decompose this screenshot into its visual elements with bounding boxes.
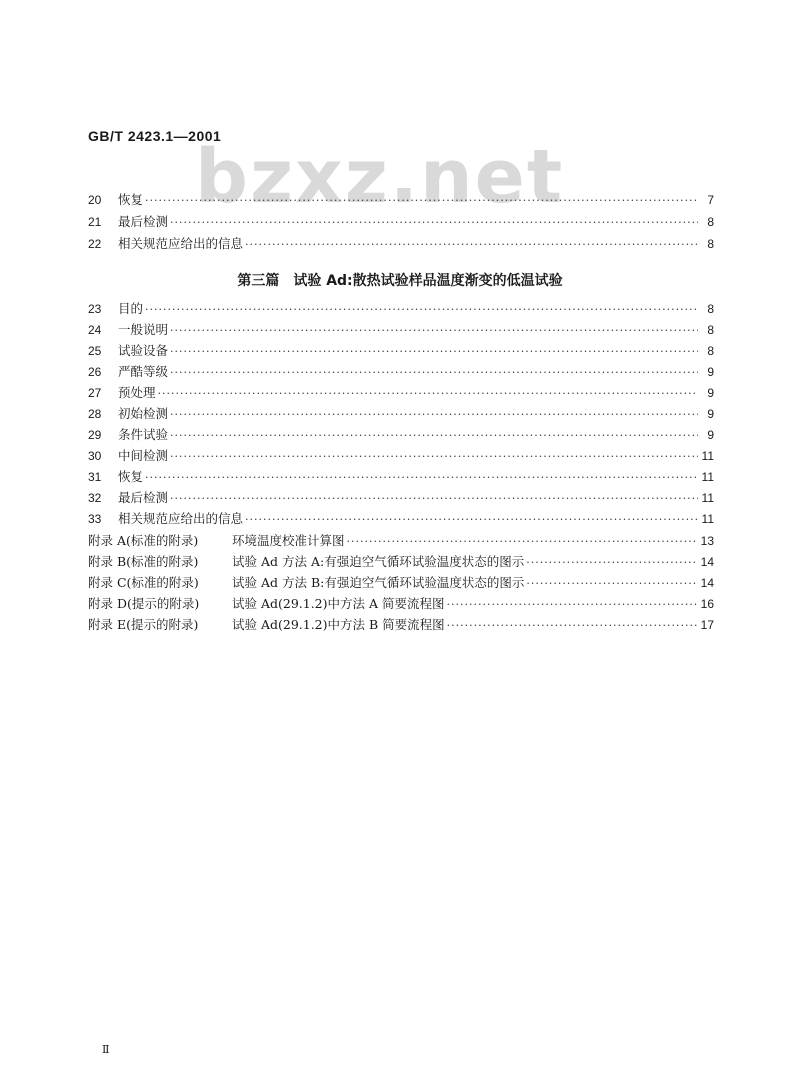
dot-leader [526, 556, 698, 569]
toc-entry [88, 341, 714, 361]
dot-leader [158, 387, 698, 400]
annex-entry [88, 573, 714, 593]
dot-leader [170, 324, 698, 337]
entry-page: 8 [707, 237, 714, 251]
footer-page-number: Ⅱ [102, 1043, 110, 1056]
watermark: bzxz.net [195, 134, 565, 220]
annex-label: 附录 B(标准的附录) [88, 554, 199, 569]
entry-page: 9 [707, 386, 714, 400]
entry-title: 恢复 [118, 192, 144, 207]
annex-title: 环境温度校准计算图 [232, 533, 345, 548]
entry-number: 29 [88, 428, 102, 442]
dot-leader [170, 450, 698, 463]
entry-number: 24 [88, 323, 102, 337]
annex-label: 附录 D(提示的附录) [88, 596, 200, 611]
entry-title: 相关规范应给出的信息 [118, 511, 244, 526]
entry-number: 23 [88, 302, 102, 316]
dot-leader [526, 577, 698, 590]
annex-page: 16 [700, 597, 714, 611]
entry-page: 8 [707, 323, 714, 337]
entry-page: 9 [707, 407, 714, 421]
toc-entry [88, 446, 714, 466]
entry-title: 恢复 [118, 469, 144, 484]
toc-entry [88, 404, 714, 424]
dot-leader [347, 535, 698, 548]
dot-leader [145, 303, 698, 316]
toc-entry [88, 488, 714, 508]
toc-entry [88, 467, 714, 487]
dot-leader [447, 619, 698, 632]
annex-entry [88, 552, 714, 572]
entry-page: 9 [707, 428, 714, 442]
annex-entry [88, 531, 714, 551]
entry-number: 31 [88, 470, 102, 484]
annex-page: 14 [700, 576, 714, 590]
toc-entry [88, 509, 714, 529]
entry-number: 22 [88, 237, 102, 251]
dot-leader [170, 366, 698, 379]
annex-label: 附录 E(提示的附录) [88, 617, 199, 632]
entry-number: 25 [88, 344, 102, 358]
entry-page: 11 [701, 491, 714, 505]
entry-title: 初始检测 [118, 406, 169, 421]
dot-leader [170, 492, 698, 505]
toc-entry [88, 383, 714, 403]
dot-leader [145, 471, 698, 484]
annex-entry [88, 615, 714, 635]
toc-entry [88, 320, 714, 340]
toc-entry [88, 212, 714, 232]
entry-page: 11 [701, 449, 714, 463]
entry-title: 一般说明 [118, 322, 169, 337]
toc-entry [88, 362, 714, 382]
entry-title: 预处理 [118, 385, 156, 400]
entry-number: 32 [88, 491, 102, 505]
annex-label: 附录 C(标准的附录) [88, 575, 199, 590]
dot-leader [170, 345, 698, 358]
entry-title: 试验设备 [118, 343, 169, 358]
entry-title: 条件试验 [118, 427, 169, 442]
entry-title: 严酷等级 [118, 364, 169, 379]
entry-page: 11 [701, 470, 714, 484]
dot-leader [447, 598, 699, 611]
dot-leader [245, 513, 698, 526]
dot-leader [245, 238, 698, 251]
annex-title: 试验 Ad(29.1.2)中方法 A 简要流程图 [232, 596, 445, 611]
entry-number: 20 [88, 193, 102, 207]
annex-page: 13 [700, 534, 714, 548]
annex-title: 试验 Ad 方法 B:有强迫空气循环试验温度状态的图示 [232, 575, 525, 590]
entry-number: 28 [88, 407, 102, 421]
dot-leader [145, 194, 698, 207]
entry-page: 8 [707, 344, 714, 358]
entry-number: 26 [88, 365, 102, 379]
annex-title: 试验 Ad 方法 A:有强迫空气循环试验温度状态的图示 [232, 554, 525, 569]
toc-entry [88, 425, 714, 445]
dot-leader [170, 408, 698, 421]
section-heading: 第三篇 试验 Ad:散热试验样品温度渐变的低温试验 [237, 273, 563, 289]
entry-title: 目的 [118, 301, 144, 316]
entry-page: 8 [707, 302, 714, 316]
entry-number: 30 [88, 449, 102, 463]
annex-entry [88, 594, 714, 614]
annex-page: 14 [700, 555, 714, 569]
entry-title: 最后检测 [118, 490, 169, 505]
entry-number: 27 [88, 386, 102, 400]
annex-label: 附录 A(标准的附录) [88, 533, 199, 548]
entry-page: 9 [707, 365, 714, 379]
entry-page: 7 [707, 193, 714, 207]
dot-leader [170, 429, 698, 442]
entry-page: 8 [707, 215, 714, 229]
toc-entry [88, 190, 714, 210]
entry-number: 21 [88, 215, 102, 229]
standard-number: GB/T 2423.1—2001 [88, 128, 222, 144]
annex-page: 17 [700, 618, 714, 632]
entry-title: 相关规范应给出的信息 [118, 236, 244, 251]
annex-title: 试验 Ad(29.1.2)中方法 B 简要流程图 [232, 617, 445, 632]
entry-number: 33 [88, 512, 102, 526]
entry-title: 中间检测 [118, 448, 169, 463]
entry-page: 11 [701, 512, 714, 526]
dot-leader [170, 216, 698, 229]
toc-entry [88, 234, 714, 254]
toc-entry [88, 299, 714, 319]
entry-title: 最后检测 [118, 214, 169, 229]
